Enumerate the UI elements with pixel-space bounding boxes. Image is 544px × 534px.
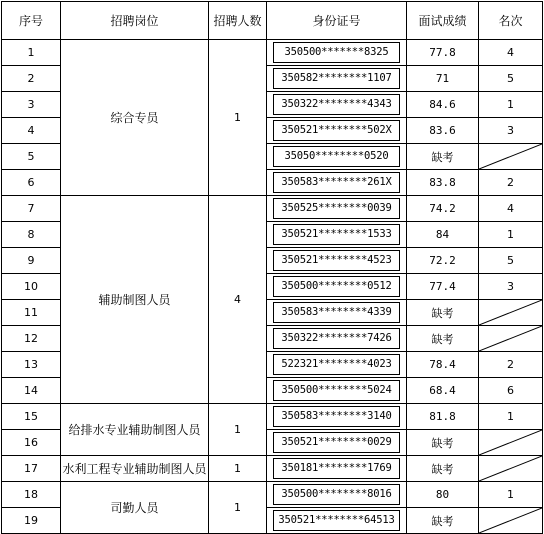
rank-cell [479,144,543,170]
count-cell: 1 [209,482,267,534]
rank-cell [479,326,543,352]
count-cell: 1 [209,404,267,456]
id-cell [267,66,407,92]
id-number: 350500********5024 [273,380,400,401]
diagonal-slash-icon [479,144,542,169]
id-number: 350322********7426 [273,328,400,349]
id-cell [267,352,407,378]
header-count: 招聘人数 [209,2,267,40]
id-cell [267,404,407,430]
rank-cell: 3 [479,274,543,300]
position-cell: 司勤人员 [61,482,209,534]
id-number: 350583********261X [273,172,400,193]
count-cell: 1 [209,456,267,482]
seq-cell: 15 [2,404,61,430]
id-number: 350521********0029 [273,432,400,453]
rank-cell [479,430,543,456]
results-table [1,1,543,534]
header-seq: 序号 [2,2,61,40]
score-cell: 84.6 [407,92,479,118]
position-cell: 综合专员 [61,40,209,196]
seq-cell: 4 [2,118,61,144]
seq-cell: 8 [2,222,61,248]
table-row [2,456,543,482]
id-number: 350322********4343 [273,94,400,115]
header-row [2,2,543,40]
id-cell [267,170,407,196]
rank-cell: 1 [479,92,543,118]
table-row [2,40,543,66]
rank-cell: 1 [479,482,543,508]
score-cell: 78.4 [407,352,479,378]
table-body [2,40,543,534]
score-cell: 缺考 [407,508,479,534]
id-cell [267,222,407,248]
header-score: 面试成绩 [407,2,479,40]
score-cell: 72.2 [407,248,479,274]
score-cell: 缺考 [407,144,479,170]
seq-cell: 16 [2,430,61,456]
score-cell: 68.4 [407,378,479,404]
seq-cell: 13 [2,352,61,378]
rank-cell: 6 [479,378,543,404]
position-cell: 水利工程专业辅助制图人员 [61,456,209,482]
id-number: 350500*******8325 [273,42,400,63]
count-cell: 4 [209,196,267,404]
id-number: 350500********8016 [273,484,400,505]
seq-cell: 7 [2,196,61,222]
id-number: 350521********1533 [273,224,400,245]
rank-cell: 3 [479,118,543,144]
seq-cell: 1 [2,40,61,66]
score-cell: 81.8 [407,404,479,430]
id-cell [267,92,407,118]
id-cell [267,300,407,326]
table-row [2,404,543,430]
id-cell [267,144,407,170]
id-cell [267,378,407,404]
id-cell [267,40,407,66]
id-number: 350521********4523 [273,250,400,271]
diagonal-slash-icon [479,300,542,325]
id-number: 350181********1769 [273,458,400,479]
id-cell [267,456,407,482]
rank-cell: 2 [479,170,543,196]
score-cell: 缺考 [407,430,479,456]
seq-cell: 11 [2,300,61,326]
rank-cell [479,456,543,482]
seq-cell: 3 [2,92,61,118]
count-cell: 1 [209,40,267,196]
id-number: 350583********3140 [273,406,400,427]
seq-cell: 9 [2,248,61,274]
table-row [2,196,543,222]
seq-cell: 19 [2,508,61,534]
score-cell: 83.6 [407,118,479,144]
seq-cell: 5 [2,144,61,170]
score-cell: 71 [407,66,479,92]
seq-cell: 14 [2,378,61,404]
rank-cell: 5 [479,66,543,92]
rank-cell [479,300,543,326]
seq-cell: 6 [2,170,61,196]
rank-cell: 4 [479,196,543,222]
id-number: 350582********1107 [273,68,400,89]
position-cell: 辅助制图人员 [61,196,209,404]
header-rank: 名次 [479,2,543,40]
id-cell [267,118,407,144]
score-cell: 77.8 [407,40,479,66]
score-cell: 77.4 [407,274,479,300]
id-cell [267,248,407,274]
score-cell: 80 [407,482,479,508]
position-cell: 给排水专业辅助制图人员 [61,404,209,456]
seq-cell: 2 [2,66,61,92]
score-cell: 83.8 [407,170,479,196]
seq-cell: 18 [2,482,61,508]
id-number: 350583********4339 [273,302,400,323]
score-cell: 84 [407,222,479,248]
header-position: 招聘岗位 [61,2,209,40]
rank-cell: 2 [479,352,543,378]
rank-cell: 1 [479,222,543,248]
id-cell [267,196,407,222]
score-cell: 缺考 [407,456,479,482]
score-cell: 缺考 [407,300,479,326]
id-number: 350525********0039 [273,198,400,219]
rank-cell: 1 [479,404,543,430]
diagonal-slash-icon [479,326,542,351]
rank-cell: 5 [479,248,543,274]
id-number: 522321********4023 [273,354,400,375]
header-id: 身份证号 [267,2,407,40]
id-number: 350500********0512 [273,276,400,297]
id-number: 350521********64513 [273,510,400,531]
id-cell [267,508,407,534]
table-row [2,482,543,508]
id-number: 35050********0520 [273,146,400,167]
id-number: 350521********502X [273,120,400,141]
id-cell [267,326,407,352]
seq-cell: 12 [2,326,61,352]
rank-cell [479,508,543,534]
rank-cell: 4 [479,40,543,66]
diagonal-slash-icon [479,508,542,533]
seq-cell: 10 [2,274,61,300]
id-cell [267,274,407,300]
score-cell: 74.2 [407,196,479,222]
id-cell [267,482,407,508]
score-cell: 缺考 [407,326,479,352]
diagonal-slash-icon [479,430,542,455]
diagonal-slash-icon [479,456,542,481]
seq-cell: 17 [2,456,61,482]
id-cell [267,430,407,456]
